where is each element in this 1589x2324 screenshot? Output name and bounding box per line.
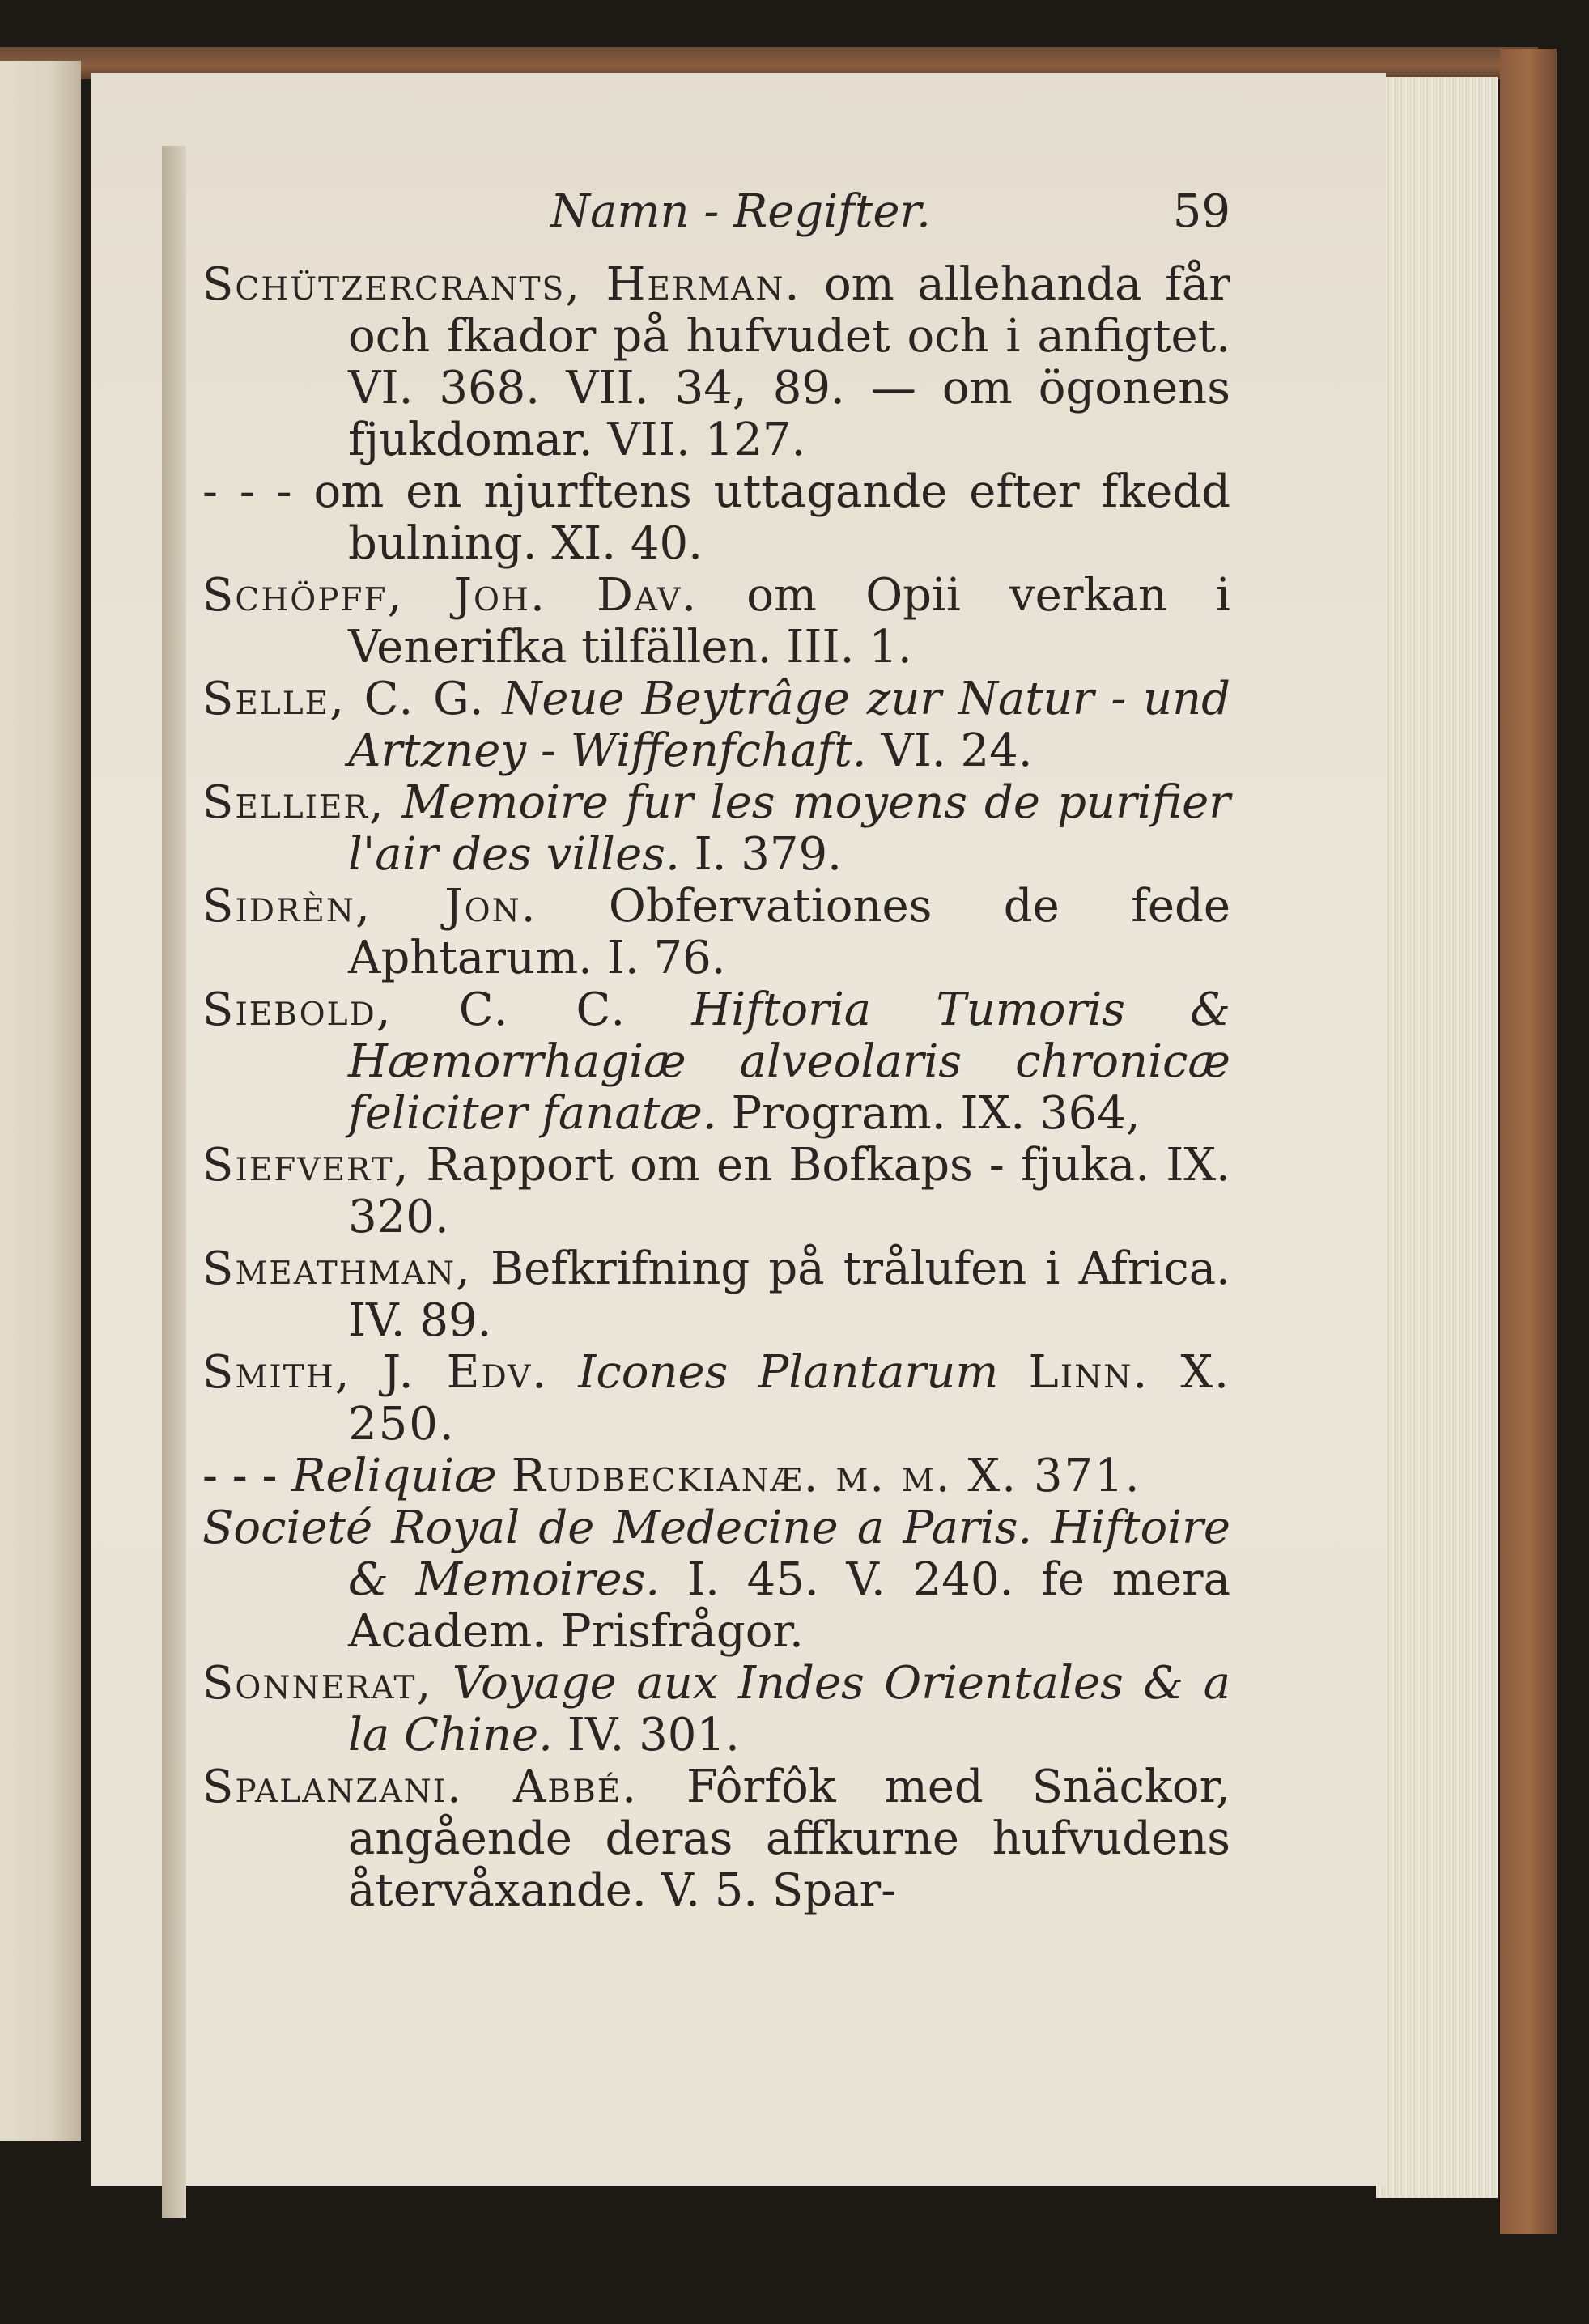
index-entry [202, 259, 1230, 466]
entry-text: I. 379. [694, 828, 842, 881]
entry-text: Linn. X. 250. [348, 1346, 1230, 1451]
entry-name: Smeathman, [202, 1243, 472, 1295]
entry-text: I. 45. V. 240. fe mera Academ. Prisfrågor. [348, 1553, 1230, 1658]
entry-text: Rapport om en Bofkaps - fjuka. IX. 320. [348, 1139, 1230, 1243]
entry-name: Sidrèn, Jon. [202, 880, 537, 933]
book-cover-edge [1500, 49, 1557, 2234]
entry-name: Siebold, C. C. [202, 984, 627, 1036]
index-entry [202, 777, 1230, 881]
entry-text: om Opii verkan i Venerifka tilfällen. III. 1. [348, 569, 1230, 673]
left-page [0, 61, 81, 2141]
page-gutter [162, 146, 186, 2218]
entry-name: Schützercrants, Herman. [202, 258, 801, 311]
running-head: Namn - Regifter. [550, 185, 931, 238]
index-entry [202, 1451, 1230, 1502]
index-entry [202, 570, 1230, 673]
page-header [202, 186, 1230, 259]
entry-text: Befkrifning på trålufen i Africa. IV. 89. [348, 1243, 1230, 1347]
index-entry [202, 881, 1230, 984]
entry-name: Schöpff, Joh. Dav. [202, 569, 699, 622]
index-entry [202, 1243, 1230, 1347]
index-entry [202, 1347, 1230, 1451]
entry-title: Reliquiæ [291, 1450, 497, 1502]
index-entry [202, 1502, 1230, 1658]
index-entry [202, 1140, 1230, 1243]
entry-text: Rudbeckianæ. m. m. X. 371. [511, 1450, 1141, 1502]
entry-title: Hiftoria Tumoris & Hæmorrhagiæ alveolaris chronicæ feliciter fanatæ. [348, 984, 1231, 1140]
entry-name: Spalanzani. Abbé. [202, 1761, 638, 1813]
index-entry [202, 673, 1230, 777]
entry-name: Siefvert, [202, 1139, 410, 1192]
entry-name: Sonnerat, [202, 1657, 433, 1710]
entry-text: om allehanda får och fkador på hufvudet och i anfigtet. VI. 368. VII. 34, 89. — om ögonens fjukdomar. VII. 127. [348, 258, 1230, 466]
index-entry [202, 984, 1230, 1140]
entry-name: Smith, J. Edv. [202, 1346, 549, 1399]
entry-text: VI. 24. [881, 724, 1033, 777]
entry-title: Voyage aux Indes Orientales & a la Chine. [348, 1657, 1230, 1761]
entry-text: Program. IX. 364, [731, 1087, 1141, 1140]
entry-text: om en njurftens uttagande efter fkedd bulning. XI. 40. [313, 465, 1230, 570]
index-entry [202, 1658, 1230, 1761]
page-number: 59 [1172, 185, 1230, 238]
index-entry [202, 1761, 1230, 1917]
index-entry [202, 466, 1230, 570]
entry-text: IV. 301. [567, 1709, 740, 1761]
entry-name: - - - [202, 1450, 278, 1502]
entry-name: Societé Royal de Medecine a Paris. [202, 1502, 1033, 1554]
entry-title: Hiftoire & Memoires. [348, 1502, 1230, 1606]
entry-name: Selle, C. G. [202, 673, 486, 725]
entry-name: Sellier, [202, 776, 385, 829]
page-edges [1376, 77, 1498, 2198]
entry-name: - - - [202, 465, 292, 518]
entry-title: Neue Beytrâge zur Natur - und Artzney - Wiffenfchaft. [348, 673, 1230, 777]
page-content [202, 186, 1230, 1917]
entry-text: Obfervationes de fede Aphtarum. I. 76. [348, 880, 1230, 984]
entry-title: Icones Plantarum [578, 1346, 999, 1399]
entry-text: Fôrfôk med Snäckor, angående deras affkurne hufvudens återvåxande. V. 5. Spar- [348, 1761, 1230, 1917]
entry-title: Memoire fur les moyens de purifier l'air des villes. [348, 776, 1230, 881]
